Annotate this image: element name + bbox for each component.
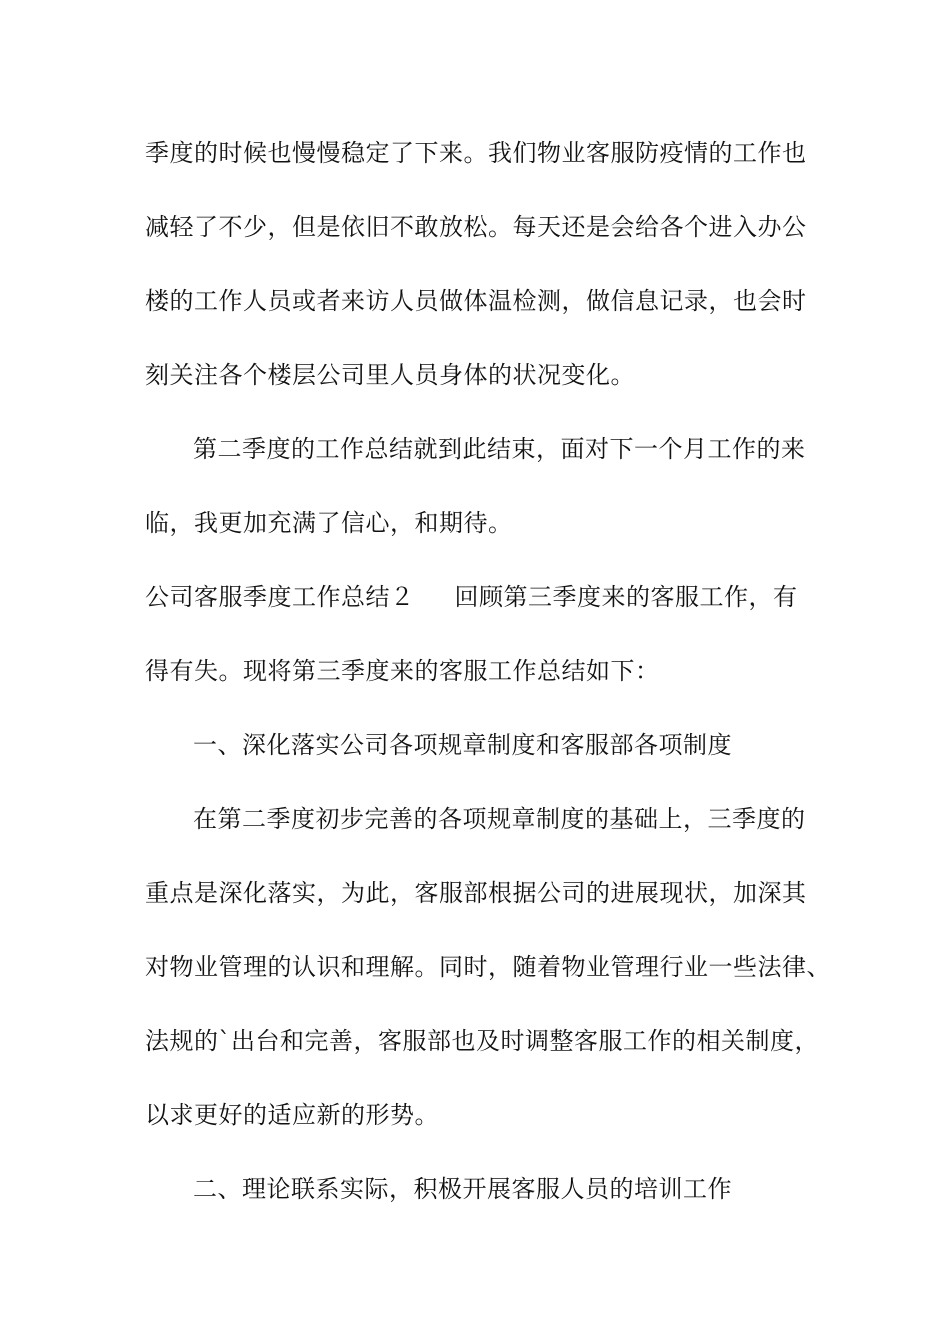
- section-heading: 一、深化落实公司各项规章制度和客服部各项制度: [193, 731, 732, 759]
- paragraph-line: 在第二季度初步完善的各项规章制度的基础上，三季度的: [193, 805, 806, 833]
- paragraph-line: 法规的`出台和完善，客服部也及时调整客服工作的相关制度，: [145, 1027, 819, 1055]
- section-title-line: [145, 581, 798, 613]
- paragraph-line: 季度的时候也慢慢稳定了下来。我们物业客服防疫情的工作也: [145, 139, 807, 167]
- paragraph-line: 刻关注各个楼层公司里人员身体的状况变化。: [145, 361, 635, 389]
- paragraph-line: 减轻了不少，但是依旧不敢放松。每天还是会给各个进入办公: [145, 213, 807, 241]
- paragraph-line: 楼的工作人员或者来访人员做体温检测，做信息记录，也会时: [145, 287, 807, 315]
- paragraph-line: 临，我更加充满了信心，和期待。: [145, 509, 513, 537]
- paragraph-line: 得有失。现将第三季度来的客服工作总结如下：: [145, 657, 660, 685]
- section-heading: 二、理论联系实际，积极开展客服人员的培训工作: [193, 1175, 732, 1203]
- paragraph-line: 重点是深化落实，为此，客服部根据公司的进展现状，加深其: [145, 879, 807, 907]
- paragraph-text: 回顾第三季度来的客服工作，有: [454, 583, 798, 611]
- paragraph-line: 对物业管理的认识和理解。同时，随着物业管理行业一些法律、: [145, 953, 831, 981]
- paragraph-line: 以求更好的适应新的形势。: [145, 1101, 439, 1129]
- paragraph-line: 第二季度的工作总结就到此结束，面对下一个月工作的来: [193, 435, 806, 463]
- section-title: 公司客服季度工作总结２: [145, 583, 415, 611]
